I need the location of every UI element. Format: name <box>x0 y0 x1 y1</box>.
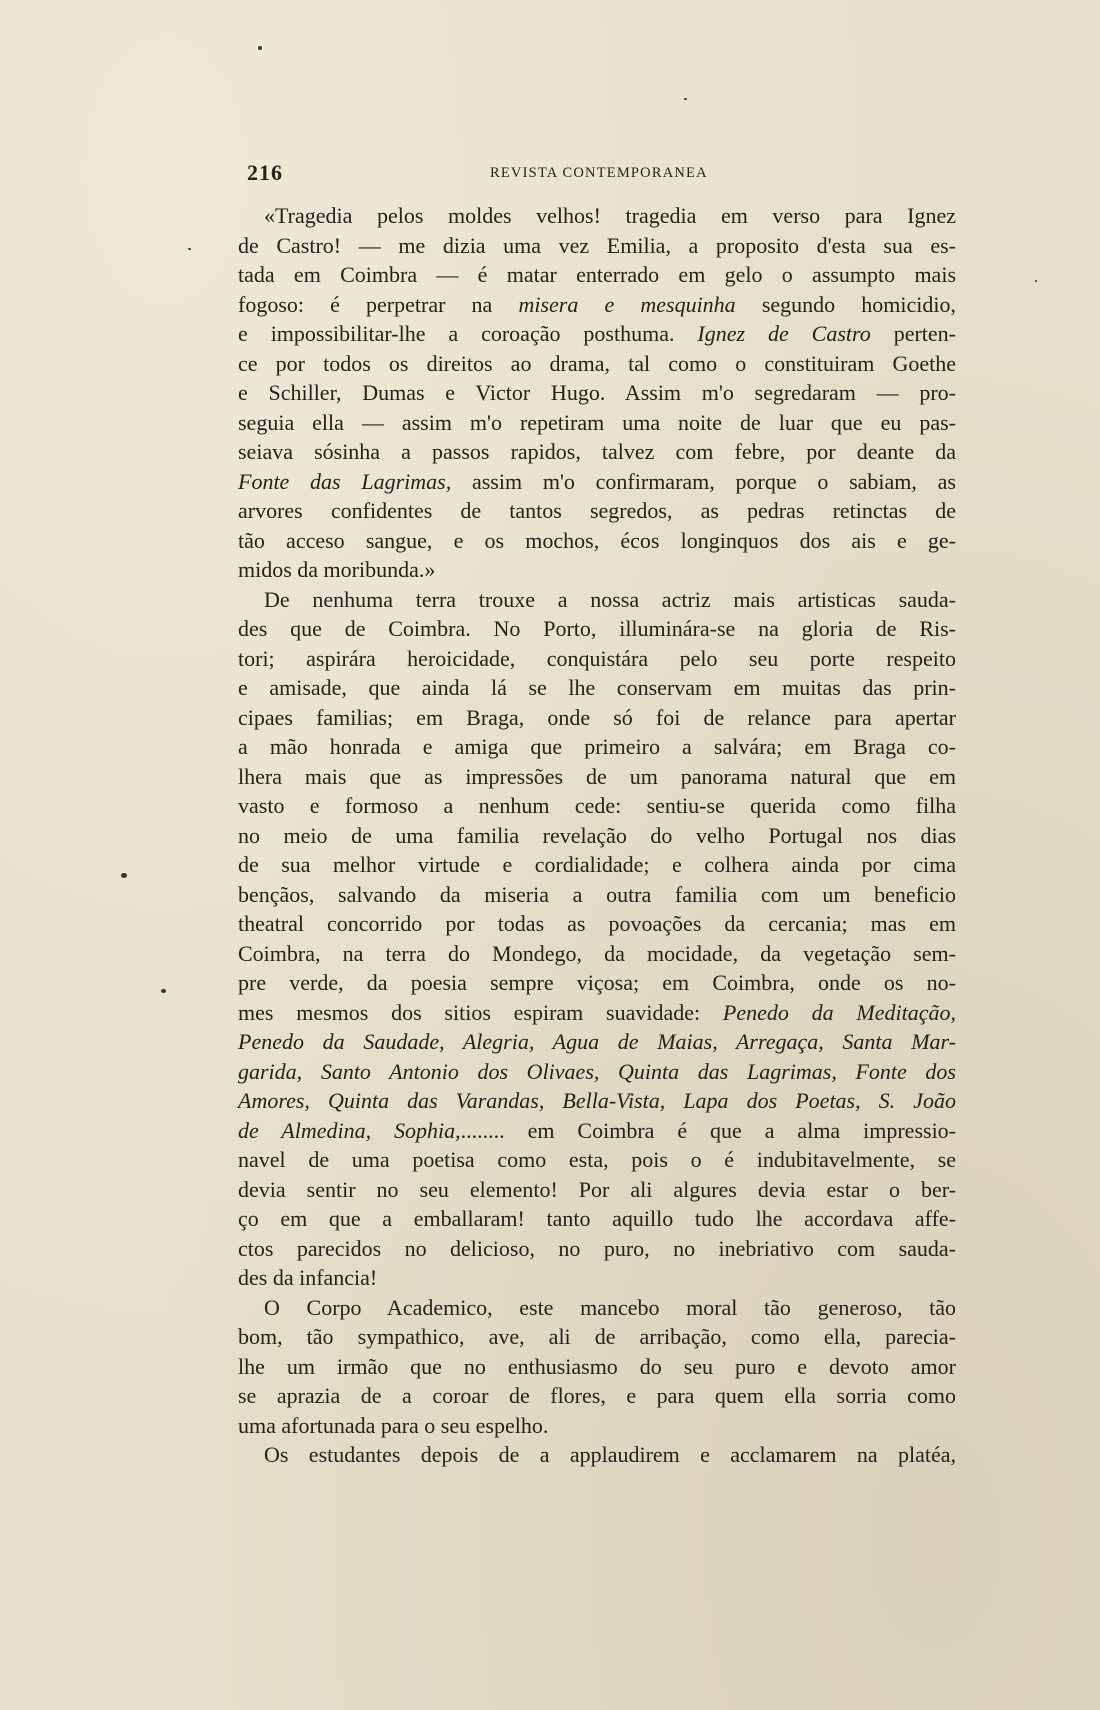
text-line: Penedo da Saudade, Alegria, Agua de Maias, Arregaça, Santa Mar- <box>238 1029 956 1054</box>
text-line: e Schiller, Dumas e Victor Hugo. Assim m'o segredaram — pro- <box>238 380 956 405</box>
text-line: ço em que a emballaram! tanto aquillo tudo lhe accordava affe- <box>238 1206 956 1231</box>
text-line: Coimbra, na terra do Mondego, da mocidade, da vegetação sem- <box>238 940 956 966</box>
paper-speck <box>188 248 191 250</box>
text-line: a mão honrada e amiga que primeiro a salvára; em Braga co- <box>238 734 956 759</box>
text-line: uma afortunada para o seu espelho. <box>238 1412 549 1438</box>
text-line: de sua melhor virtude e cordialidade; e colhera ainda por cima <box>238 852 956 877</box>
text-line: Amores, Quinta das Varandas, Bella-Vista, Lapa dos Poetas, S. João <box>238 1088 956 1113</box>
paper-speck <box>121 873 127 878</box>
paragraph <box>238 1440 956 1470</box>
text-line: no meio de uma familia revelação do velho Portugal nos dias <box>238 822 956 848</box>
paragraph <box>238 585 956 1293</box>
text-line: seguia ella — assim m'o repetiram uma noite de luar que eu pas- <box>238 409 956 435</box>
running-title: REVISTA CONTEMPORANEA <box>490 165 708 181</box>
text-line: O Corpo Academico, este mancebo moral tão generoso, tão <box>264 1294 956 1320</box>
text-line: lhera mais que as impressões de um panorama natural que em <box>238 763 956 789</box>
text-line: se aprazia de a coroar de flores, e para quem ella sorria como <box>238 1383 956 1408</box>
text-line: tão acceso sangue, e os mochos, écos longinquos dos ais e ge- <box>238 527 956 553</box>
text-line: De nenhuma terra trouxe a nossa actriz mais artisticas sauda- <box>264 586 956 612</box>
text-line: pre verde, da poesia sempre viçosa; em Coimbra, onde os no- <box>238 970 956 995</box>
text-line: tori; aspirára heroicidade, conquistára pelo seu porte respeito <box>238 645 956 671</box>
text-line: Os estudantes depois de a applaudirem e acclamarem na platéa, <box>264 1442 956 1467</box>
text-line: arvores confidentes de tantos segredos, as pedras retinctas de <box>238 498 956 523</box>
text-line: cipaes familias; em Braga, onde só foi de relance para apertar <box>238 704 956 730</box>
text-line: bom, tão sympathico, ave, ali de arribação, como ella, parecia- <box>238 1324 956 1349</box>
text-line: lhe um irmão que no enthusiasmo do seu puro e devoto amor <box>238 1353 956 1379</box>
text-line: de Castro! — me dizia uma vez Emilia, a proposito d'esta sua es- <box>238 232 956 258</box>
text-line: vasto e formoso a nenhum cede: sentiu-se querida como filha <box>238 793 956 818</box>
text-line: navel de uma poetisa como esta, pois o é indubitavelmente, se <box>238 1147 956 1172</box>
text-line: fogoso: é perpetrar na misera e mesquinha segundo homicidio, <box>238 291 956 317</box>
text-line: Fonte das Lagrimas, assim m'o confirmaram, porque o sabiam, as <box>238 468 956 494</box>
text-line: des da infancia! <box>238 1265 378 1290</box>
text-line: tada em Coimbra — é matar enterrado em gelo o assumpto mais <box>238 262 956 287</box>
page-header <box>247 160 947 190</box>
text-line: ctos parecidos no delicioso, no puro, no inebriativo com sauda- <box>238 1235 956 1261</box>
text-line: seiava sósinha a passos rapidos, talvez com febre, por deante da <box>238 439 956 464</box>
text-line: mes mesmos dos sitios espiram suavidade: Penedo da Meditação, <box>238 999 956 1025</box>
text-line: ce por todos os direitos ao drama, tal como o constituiram Goethe <box>238 350 956 376</box>
text-line: midos da moribunda.» <box>238 557 436 582</box>
text-line: bençãos, salvando da miseria a outra familia com um beneficio <box>238 881 956 907</box>
paper-speck <box>161 989 166 993</box>
paper-speck <box>1035 280 1037 282</box>
text-line: e impossibilitar-lhe a coroação posthuma. Ignez de Castro perten- <box>238 321 956 346</box>
paper-speck <box>684 98 687 100</box>
paragraph <box>238 201 956 585</box>
text-line: e amisade, que ainda lá se lhe conservam em muitas das prin- <box>238 675 956 700</box>
text-line: de Almedina, Sophia,........ em Coimbra é que a alma impressio- <box>238 1117 957 1143</box>
text-line: theatral concorrido por todas as povoações da cercania; mas em <box>238 911 956 936</box>
text-line: des que de Coimbra. No Porto, illuminára-se na gloria de Ris- <box>238 616 956 641</box>
text-line: «Tragedia pelos moldes velhos! tragedia em verso para Ignez <box>264 203 956 228</box>
text-line: devia sentir no seu elemento! Por ali algures devia estar o ber- <box>238 1176 956 1202</box>
page-number: 216 <box>247 160 283 185</box>
paper-speck <box>258 46 262 50</box>
paragraph <box>238 1293 956 1441</box>
body-text <box>238 201 956 1470</box>
text-line: garida, Santo Antonio dos Olivaes, Quinta das Lagrimas, Fonte dos <box>238 1058 956 1084</box>
